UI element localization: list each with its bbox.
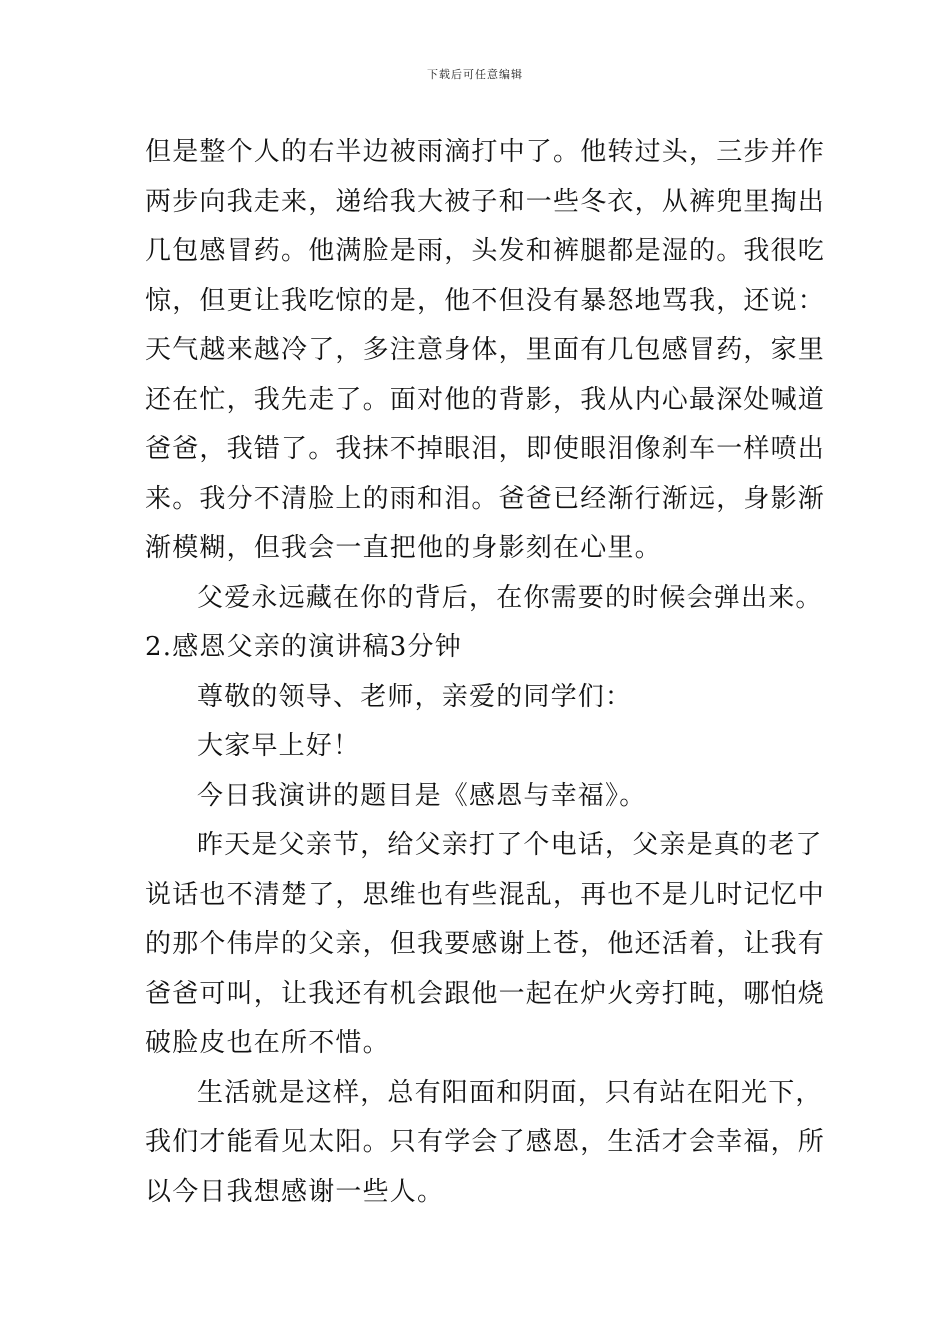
section-heading: 2.感恩父亲的演讲稿3分钟: [145, 632, 462, 662]
paragraph-first-line: 父爱永远藏在你的背后，在你需要的时候会弹出来。: [197, 582, 823, 613]
text-line: 两步向我走来，递给我大被子和一些冬衣，从裤兜里掏出: [145, 186, 826, 217]
text-line: 惊，但更让我吃惊的是，他不但没有暴怒地骂我，还说：: [145, 285, 826, 316]
text-line: 来。我分不清脸上的雨和泪。爸爸已经渐行渐远，身影渐: [145, 483, 826, 514]
salutation: 尊敬的领导、老师，亲爱的同学们：: [197, 681, 633, 712]
text-line: 破脸皮也在所不惜。: [145, 1028, 390, 1058]
text-line: 我们才能看见太阳。只有学会了感恩，生活才会幸福，所: [145, 1127, 826, 1157]
text-line: 的那个伟岸的父亲，但我要感谢上苍，他还活着，让我有: [145, 929, 826, 959]
text-line: 还在忙，我先走了。面对他的背影，我从内心最深处喊道: [145, 384, 826, 415]
greeting: 大家早上好！: [197, 731, 361, 761]
paragraph-first-line: 今日我演讲的题目是《感恩与幸福》。: [197, 780, 647, 811]
paragraph-first-line: 昨天是父亲节，给父亲打了个电话，父亲是真的老了: [197, 830, 823, 860]
text-line: 爸爸，我错了。我抹不掉眼泪，即使眼泪像刹车一样喷出: [145, 434, 826, 464]
text-line: 渐模糊，但我会一直把他的身影刻在心里。: [145, 533, 662, 563]
header-note: 下载后可任意编辑: [427, 68, 523, 81]
text-line: 以今日我想感谢一些人。: [145, 1176, 445, 1207]
text-line: 爸爸可叫，让我还有机会跟他一起在炉火旁打盹，哪怕烧: [145, 978, 826, 1009]
body-text: [145, 128, 826, 1217]
paragraph-first-line: 生活就是这样，总有阳面和阴面，只有站在阳光下，: [197, 1077, 823, 1108]
text-line: 说话也不清楚了，思维也有些混乱，再也不是儿时记忆中: [145, 879, 826, 910]
text-line: 但是整个人的右半边被雨滴打中了。他转过头，三步并作: [145, 137, 826, 167]
text-line: 几包感冒药。他满脸是雨，头发和裤腿都是湿的。我很吃: [145, 236, 826, 266]
text-line: 天气越来越冷了，多注意身体，里面有几包感冒药，家里: [145, 335, 826, 365]
